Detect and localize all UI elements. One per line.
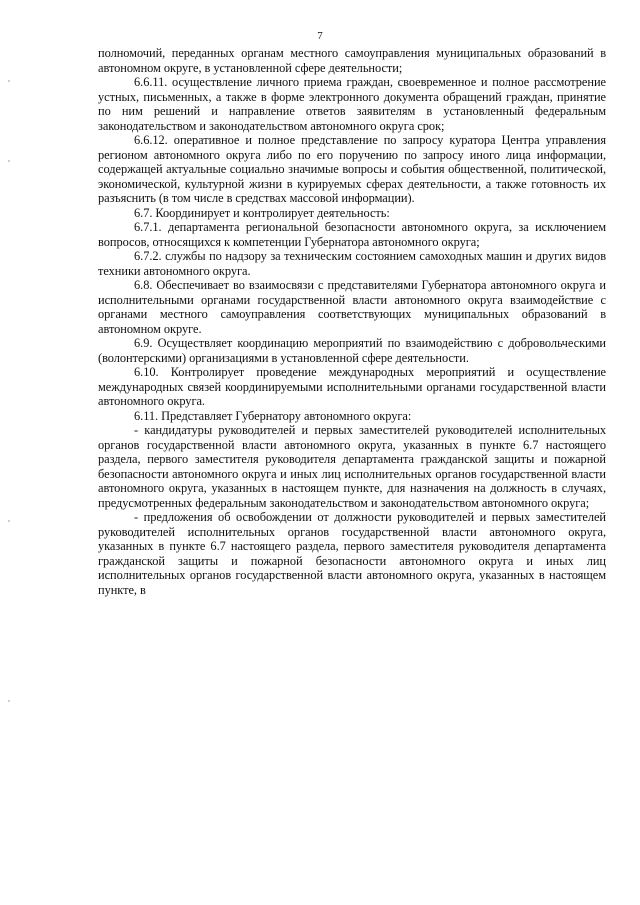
scan-speck — [8, 80, 10, 82]
paragraph-6-7: 6.7. Координирует и контролирует деятельность: — [134, 205, 390, 220]
paragraph-6-6-11: 6.6.11. осуществление личного приема граждан, своевременное и полное рассмотрение устных, письменных, а также в форме электронного документа обращений граждан, принятие по ним решений и направление ответов заявителям в установленный федеральным законодательством и законодательством автономного округа срок; — [98, 75, 606, 133]
scan-speck — [8, 700, 10, 702]
scan-speck — [8, 160, 10, 162]
paragraph-6-7-2: 6.7.2. службы по надзору за техническим состоянием самоходных машин и других видов техники автономного округа. — [98, 249, 606, 278]
paragraph-6-11: 6.11. Представляет Губернатору автономного округа: — [134, 408, 412, 423]
list-item-dismissal-proposals: - предложения об освобождении от должности руководителей и первых заместителей руководителей исполнительных органов государственной власти автономного округа, указанных в пункте 6.7 настоящего раздела, первого заместителя руководителя департамента гражданской защиты и пожарной безопасности автономного округа и иных лиц исполнительных органов государственной власти автономного округа, указанных в настоящем пункте, в — [98, 510, 606, 597]
page-number: 7 — [317, 30, 323, 42]
list-item-candidates: - кандидатуры руководителей и первых заместителей руководителей исполнительных органов государственной власти автономного округа, указанных в пункте 6.7 настоящего раздела, первого заместителя руководителя департамента гражданской защиты и пожарной безопасности автономного округа и иных лиц исполнительных органов государственной власти автономного округа, указанных в настоящем пункте, для назначения на должность в случаях, предусмотренных федеральным законодательством и законодательством автономного округа; — [98, 423, 606, 510]
scan-speck — [8, 520, 10, 522]
paragraph-6-8: 6.8. Обеспечивает во взаимосвязи с представителями Губернатора автономного округа и исполнительными органами государственной власти автономного округа взаимодействие с органами местного самоуправления соответствующих муниципальных образований в автономном округе. — [98, 278, 606, 336]
paragraph-6-7-1: 6.7.1. департамента региональной безопасности автономного округа, за исключением вопросов, относящихся к компетенции Губернатора автономного округа; — [98, 220, 606, 249]
paragraph-6-9: 6.9. Осуществляет координацию мероприятий по взаимодействию с добровольческими (волонтерскими) организациями в установленной сфере деятельности. — [98, 336, 606, 365]
document-body — [98, 46, 606, 597]
paragraph-6-6-12: 6.6.12. оперативное и полное представление по запросу куратора Центра управления регионом автономного округа либо по его поручению по запросу иного лица информации, содержащей актуальные социально значимые вопросы и события общественной, политической, экономической, культурной жизни в курируемых сферах деятельности, а также готовность их разъяснить (в том числе в средствах массовой информации). — [98, 133, 606, 205]
paragraph-6-10: 6.10. Контролирует проведение международных мероприятий и осуществление международных связей координируемыми исполнительными органами государственной власти автономного округа. — [98, 365, 606, 408]
paragraph-continuation: полномочий, переданных органам местного самоуправления муниципальных образований в автономном округе, в установленной сфере деятельности; — [98, 46, 606, 75]
